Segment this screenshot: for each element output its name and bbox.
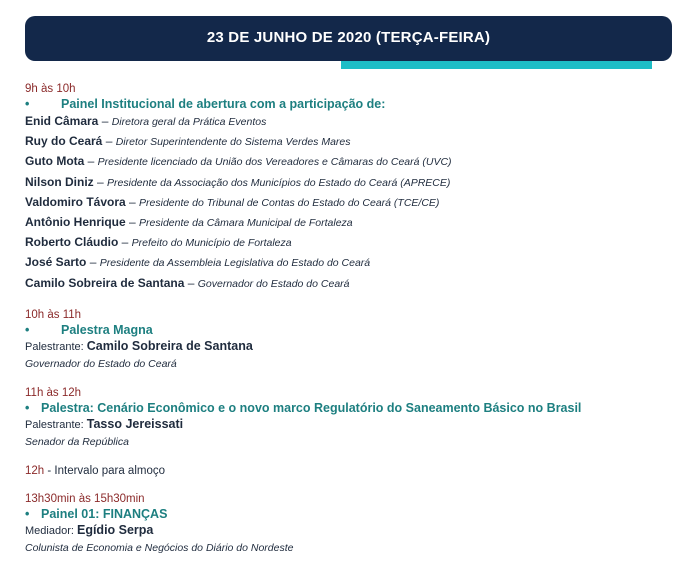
moderator-line: Mediador: Egídio Serpa	[25, 522, 154, 537]
schedule	[25, 82, 685, 556]
time-slot-2: 10h às 11h	[25, 308, 82, 321]
speaker-role: Governador do Estado do Ceará	[25, 357, 177, 370]
speaker-row: Camilo Sobreira de Santana – Governador do Estado do Ceará	[25, 275, 350, 290]
bullet-icon: •	[25, 322, 30, 337]
speaker-row: Guto Mota – Presidente licenciado da União dos Vereadores e Câmaras do Ceará (UVC)	[25, 154, 452, 169]
speaker-row: Antônio Henrique – Presidente da Câmara Municipal de Fortaleza	[25, 215, 353, 230]
lunch-break: 12h - Intervalo para almoço	[25, 464, 165, 477]
speaker-row: Enid Câmara – Diretora geral da Prática Eventos	[25, 114, 267, 128]
session-title-text: Painel Institucional de abertura com a participação de:	[61, 97, 386, 111]
time-slot-1: 9h às 10h	[25, 83, 76, 95]
moderator-role: Colunista de Economia e Negócios do Diário do Nordeste	[25, 541, 294, 554]
date-banner	[25, 16, 672, 61]
session-title-text: Palestra: Cenário Econômico e o novo marco Regulatório do Saneamento Básico no Brasil	[41, 400, 582, 415]
bullet-icon: •	[25, 400, 30, 415]
date-title: 23 DE JUNHO DE 2020 (TERÇA-FEIRA)	[206, 29, 491, 46]
session-title-5	[25, 506, 685, 522]
session-title-3	[25, 400, 685, 416]
speaker-role: Senador da República	[25, 435, 129, 448]
session-title-2	[25, 322, 685, 338]
speaker-line: Palestrante: Camilo Sobreira de Santana	[25, 338, 253, 353]
speaker-row: José Sarto – Presidente da Assembleia Legislativa do Estado do Ceará	[25, 255, 371, 270]
speaker-row: Ruy do Ceará – Diretor Superintendente do Sistema Verdes Mares	[25, 134, 351, 149]
time-slot-3: 11h às 12h	[25, 386, 82, 399]
session-title-1	[25, 96, 685, 112]
bullet-icon: •	[25, 506, 30, 521]
speaker-row: Nilson Diniz – Presidente da Associação dos Municípios do Estado do Ceará (APRECE)	[25, 174, 451, 189]
session-title-text: Painel 01: FINANÇAS	[41, 506, 168, 521]
speaker-line: Palestrante: Tasso Jereissati	[25, 416, 184, 431]
session-title-text: Palestra Magna	[61, 322, 153, 337]
banner-accent-bar	[341, 61, 652, 69]
bullet-icon: •	[25, 97, 30, 111]
speaker-row: Valdomiro Távora – Presidente do Tribunal de Contas do Estado do Ceará (TCE/CE)	[25, 194, 440, 209]
speaker-row: Roberto Cláudio – Prefeito do Município de Fortaleza	[25, 235, 292, 250]
time-slot-5: 13h30min às 15h30min	[25, 492, 145, 505]
speaker-list	[25, 112, 685, 294]
